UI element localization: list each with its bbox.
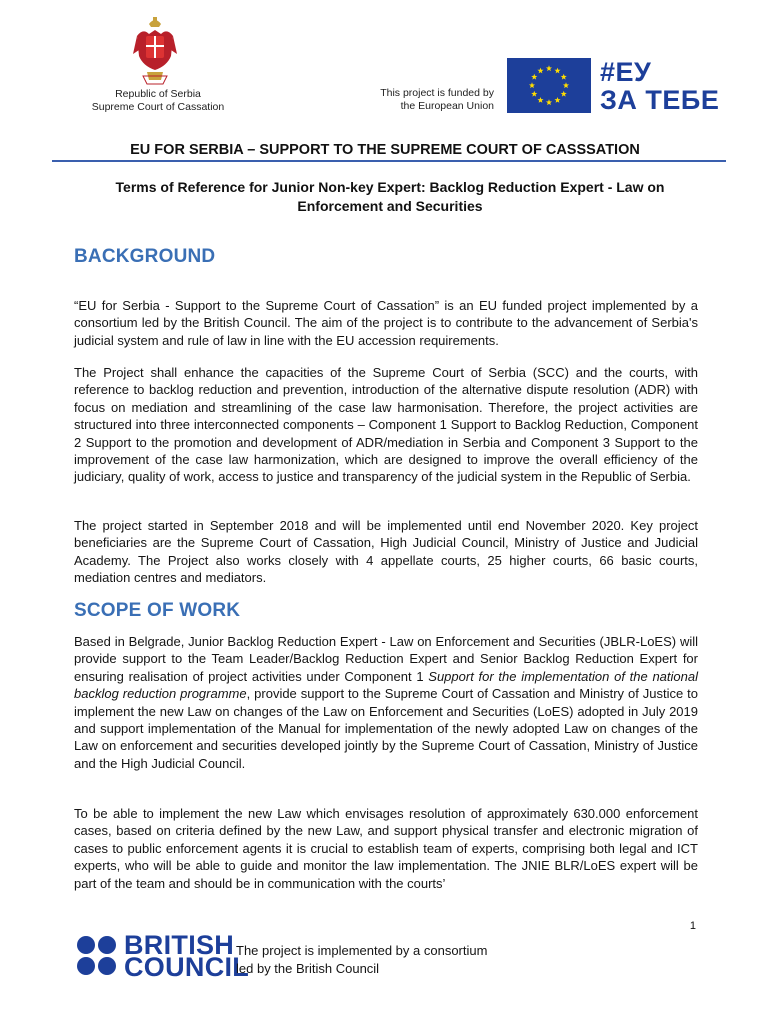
document-title: EU FOR SERBIA – SUPPORT TO THE SUPREME COURT OF CASSSATION (130, 142, 640, 158)
european-union-label: the European Union (400, 100, 494, 112)
document-subtitle: Terms of Reference for Junior Non-key Expert: Backlog Reduction Expert - Law on Enforcement and Securities (115, 179, 665, 214)
funded-by-label: This project is funded by (380, 87, 494, 99)
background-heading: BACKGROUND (74, 246, 216, 267)
scope-paragraph-1-start: Based in Belgrade, Junior Backlog Reduction Expert - Law on Enforcement and Securities (JBLR-LoES) will provide support to the Team Leader/Backlog Reduction Expert and Senior Backlog Reduction Expert for ensuring realisation of project activities under Component 1 (74, 634, 698, 684)
background-paragraph-2: The Project shall enhance the capacities of the Supreme Court of Serbia (SCC) and the courts, with reference to backlog reduction and prevention, introduction of the alternative dispute resolution (ADR) with focus on mediation and streamlining of the case law harmonisation. Therefore, the project activities are structured into three interconnected components – Component 1 Support to Backlog Reduction, Component 2 Support to the promotion and development of ADR/mediation in Serbia and Component 3 Support to the improvement of the case law harmonization, which are designed to improve the overall efficiency of the judiciary, quality of work, access to justice and transparency of the judicial system in the Republic of Serbia. (74, 365, 698, 485)
title-divider (52, 160, 726, 162)
header (0, 0, 770, 120)
british-council-dots-icon (76, 935, 118, 977)
background-paragraph-3: The project started in September 2018 and will be implemented until end November 2020. Key project beneficiaries are the Supreme Court of Cassation, High Judicial Council, Ministry of Justice and Judicial Academy. The Project also works closely with 4 appellate courts, 25 higher courts, 66 basic courts, mediation centres and mediators. (74, 518, 698, 586)
supreme-court-label: Supreme Court of Cassation (91, 101, 225, 113)
scope-paragraph-2: To be able to implement the new Law which envisages resolution of approximately 630.000 enforcement cases, based on criteria defined by the new Law, and support physical transfer and electronic migration of cases to public enforcement agents it is crucial to establish team of experts, comprising both legal and ICT experts, who will be able to guide and monitor the law implementation. The JNIE BLR/LoES expert will be part of the team and should be in communication with the courts’ (74, 806, 698, 891)
za-tebe-logo: ЗА ТЕБЕ (600, 85, 720, 115)
scope-paragraph-1 (74, 633, 698, 772)
page-number: 1 (689, 920, 696, 932)
consortium-note-line2: led by the British Council (236, 961, 380, 976)
british-council-wordmark-line1: BRITISH (124, 930, 235, 960)
eyu-hashtag-logo: #ЕУ (600, 57, 652, 87)
scope-heading: SCOPE OF WORK (74, 600, 241, 621)
serbia-coat-of-arms-icon (133, 14, 177, 86)
eu-flag-icon (507, 58, 591, 113)
background-paragraph-1: “EU for Serbia - Support to the Supreme Court of Cassation” is an EU funded project implemented by a consortium led by the British Council. The aim of the project is to contribute to the advancement of Serbia's judicial system and rule of law in line with the EU accession requirements. (74, 298, 698, 348)
scope-paragraph-1-end: , provide support to the Supreme Court of Cassation and Ministry of Justice to implement the new Law on changes of the Law on Enforcement and Securities (LoES) adopted in July 2019 and support implementation of the Manual for implementation of the newly adopted Law on changes of the Law on enforcement and securities developed jointly by the Supreme Court of Cassation, Ministry of Justice and the High Judicial Council. (74, 686, 698, 771)
consortium-note-line1: The project is implemented by a consortium (236, 943, 488, 958)
scope-paragraph-1-italic: Support for the implementation of the national backlog reduction programme (74, 668, 698, 702)
republic-of-serbia-label: Republic of Serbia (115, 88, 201, 100)
british-council-wordmark-line2: COUNCIL (124, 952, 250, 982)
